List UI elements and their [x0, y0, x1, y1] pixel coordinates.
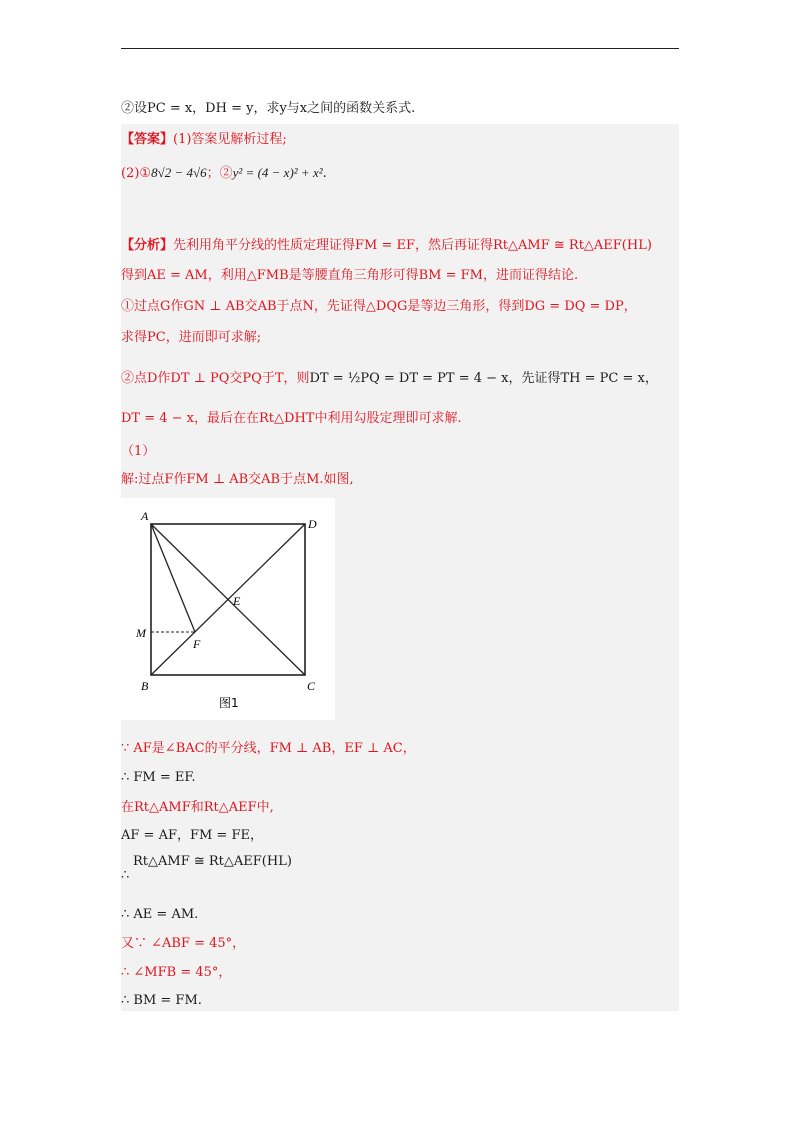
answer-line-1	[121, 130, 287, 150]
label-c: C	[307, 679, 316, 693]
answer-part2-prefix: (2)①	[121, 166, 152, 181]
analysis-line-1	[121, 236, 652, 256]
answer-line-2	[121, 163, 327, 184]
proof-step-8: 又∵ ∠ABF = 45°，	[121, 936, 246, 951]
square-diagram-svg	[121, 498, 335, 720]
solution-intro: 解:过点F作FM ⊥ AB交AB于点M.如图,	[121, 472, 354, 487]
label-m: M	[136, 626, 146, 640]
answer-value-2: y² = (4 − x)² + x²	[232, 165, 323, 180]
proof-step-9: ∴ ∠MFB = 45°，	[121, 965, 232, 980]
analysis-line-5	[121, 369, 658, 389]
proof-step-3: 在Rt△AMF和Rt△AEF中,	[121, 800, 274, 815]
label-e: E	[233, 594, 241, 608]
analysis-line-2: 得到AE = AM，利用△FMB是等腰直角三角形可得BM = FM，进而证得结论.	[121, 268, 579, 283]
answer-value-1: 8√2 − 4√6	[151, 165, 207, 180]
answer-part1: (1)答案见解析过程;	[173, 132, 287, 147]
proof-step-5: Rt△AMF ≅ Rt△AEF(HL)	[133, 854, 292, 869]
analysis-line-4: 求得PC，进而即可求解;	[121, 330, 262, 345]
proof-step-2: ∴ FM = EF.	[121, 770, 196, 785]
label-a: A	[141, 509, 149, 523]
analysis-line-3: ①过点G作GN ⊥ AB交AB于点N，先证得△DQG是等边三角形，得到DG = DQ = DP，	[121, 299, 637, 314]
analysis-text-1: 先利用角平分线的性质定理证得FM = EF，然后再证得Rt△AMF ≅ Rt△AEF(HL)	[173, 238, 652, 253]
answer-end: .	[322, 166, 327, 181]
answer-label: 【答案】	[121, 132, 174, 147]
analysis-text-5b: DT = ½PQ = DT = PT = 4 − x，先证得TH = PC = x，	[309, 371, 658, 386]
question-item-2: ②设PC = x，DH = y，求y与x之间的函数关系式.	[121, 101, 416, 116]
proof-step-10: ∴ BM = FM.	[121, 993, 202, 1008]
analysis-text-5a: ②点D作DT ⊥ PQ交PQ于T，则	[121, 371, 310, 386]
label-d: D	[308, 517, 317, 531]
proof-step-1: ∵ AF是∠BAC的平分线，FM ⊥ AB，EF ⊥ AC，	[121, 741, 416, 756]
header-rule	[121, 48, 679, 49]
proof-step-7: ∴ AE = AM.	[121, 907, 199, 922]
analysis-label: 【分析】	[121, 238, 174, 253]
answer-separator: ；②	[206, 166, 233, 181]
proof-step-6: ∴	[121, 868, 130, 883]
figure-caption: 图1	[219, 696, 239, 710]
label-b: B	[141, 679, 149, 693]
label-f: F	[193, 637, 201, 651]
segment-af	[151, 524, 195, 632]
solution-part-label: （1）	[121, 444, 156, 459]
proof-step-4: AF = AF，FM = FE，	[121, 828, 263, 843]
analysis-line-6: DT = 4 − x，最后在在Rt△DHT中利用勾股定理即可求解.	[121, 411, 462, 426]
square-diagram	[121, 498, 335, 720]
